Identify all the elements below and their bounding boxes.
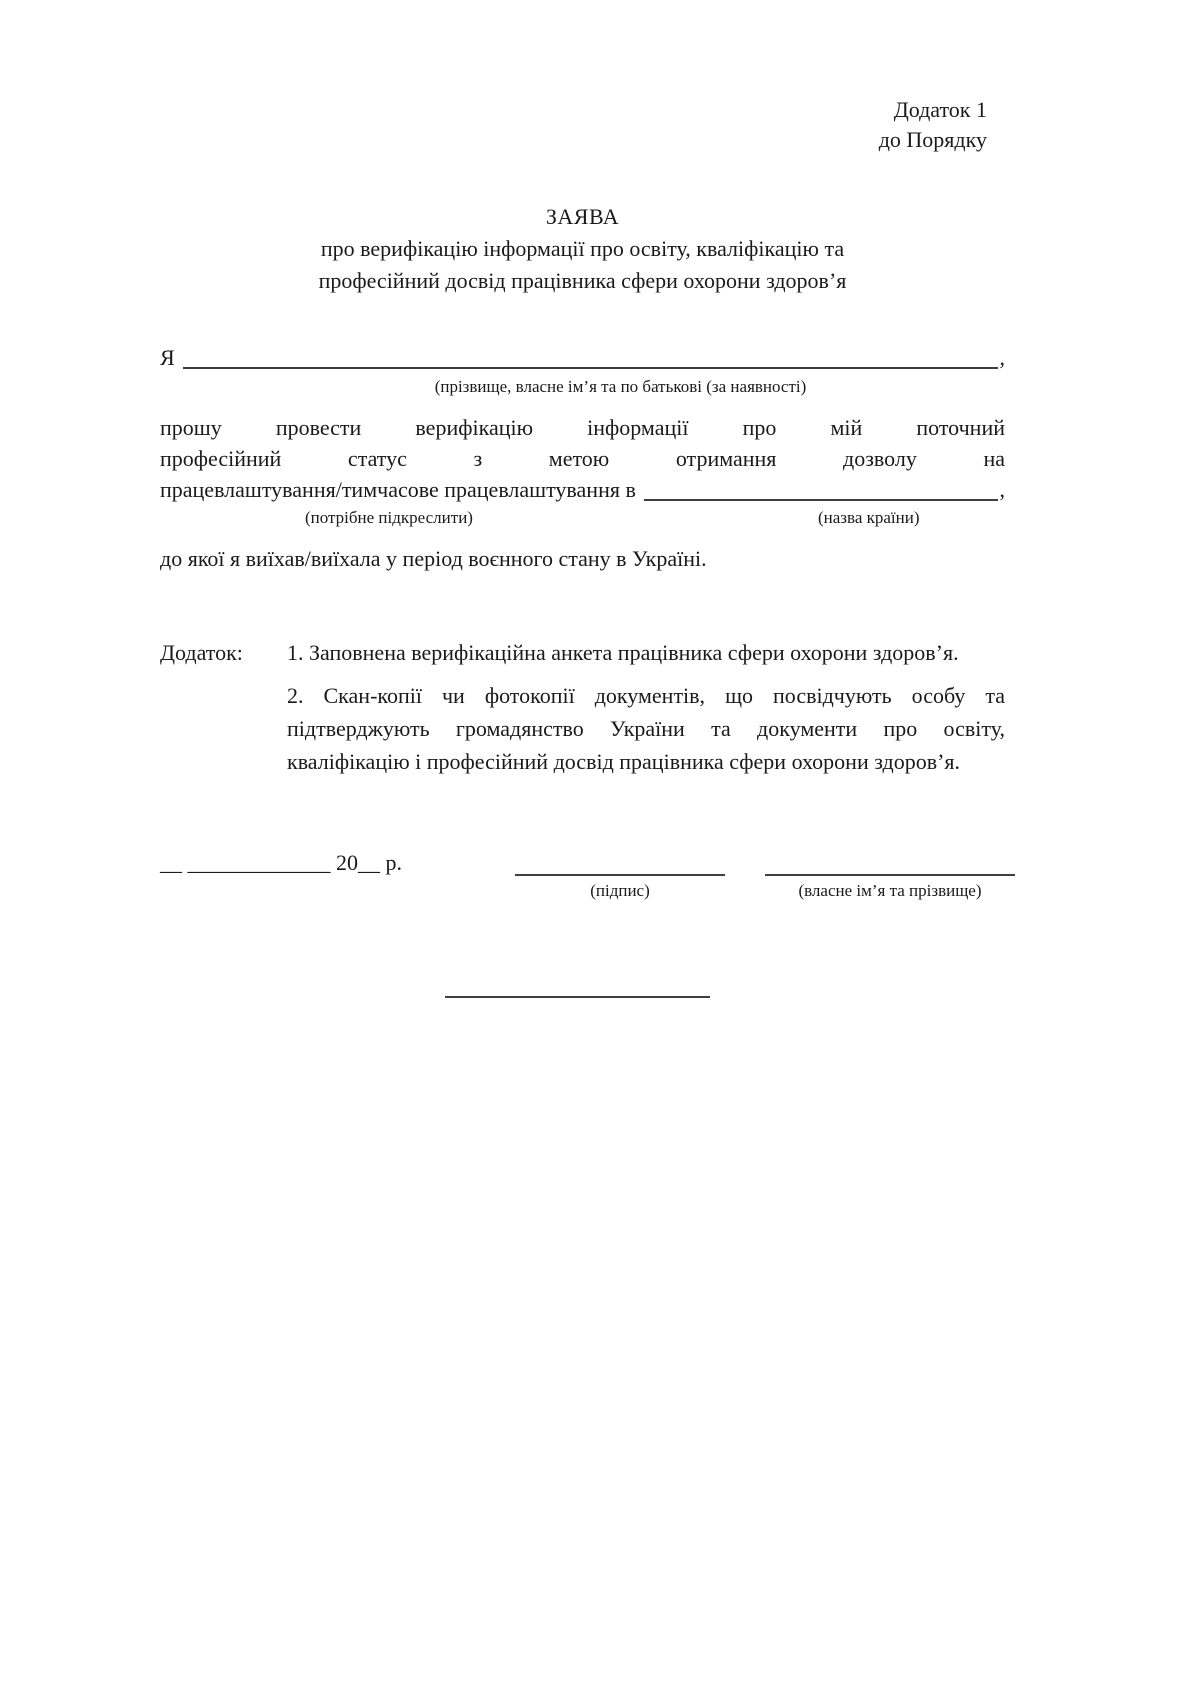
attachment-item-1: 1. Заповнена верифікаційна анкета працівника сфери охорони здоров’я. (287, 640, 959, 665)
inline-captions-row (160, 507, 1005, 533)
date-line[interactable]: __ _____________ 20__ р. (160, 850, 402, 875)
attachment-item-2: 2. Скан-копії чи фотокопії документів, що посвідчують особу та підтверджують громадянство України та документи про освіту, кваліфікацію і професійний досвід працівника сфери охорони здоров’я. (287, 683, 1005, 774)
full-name-caption: (прізвище, власне ім’я та по батькові (за наявності) (434, 377, 807, 396)
signature-cell (515, 850, 725, 902)
body-line-3 (160, 474, 1005, 505)
declarant-prefix: Я (160, 345, 175, 370)
title-subtitle-line-1: про верифікацію інформації про освіту, кваліфікацію та (320, 236, 845, 261)
full-name-blank-field[interactable] (183, 343, 998, 369)
body-line-1: прошу провести верифікацію інформації про мій поточний (160, 415, 1005, 440)
employment-clause-text: працевлаштування/тимчасове працевлаштування в (160, 477, 636, 502)
attachments-label: Додаток: (160, 640, 243, 665)
printed-name-caption: (власне ім’я та прізвище) (798, 881, 982, 900)
title-heading: ЗАЯВА (545, 204, 620, 229)
declarant-trailing-comma: , (999, 345, 1005, 370)
body-line-4: до якої я виїхав/виїхала у період воєнного стану в Україні. (160, 546, 707, 571)
annex-line-2: до Порядку (878, 127, 987, 152)
underline-needed-caption: (потрібне підкреслити) (305, 508, 473, 527)
attachments-section (160, 636, 1005, 778)
country-blank-field[interactable] (644, 474, 998, 501)
signature-blank-field[interactable] (515, 850, 725, 876)
declarant-name-row (160, 343, 1005, 373)
signature-section (160, 850, 1005, 902)
body-line-2: професійний статус з метою отримання дозволу на (160, 446, 1005, 471)
annex-reference (160, 95, 1005, 155)
country-trailing-comma: , (999, 477, 1005, 502)
document-title (160, 201, 1005, 297)
attachments-list (287, 636, 1005, 778)
signature-caption: (підпис) (590, 881, 650, 900)
country-name-caption: (назва країни) (818, 508, 920, 527)
annex-line-1: Додаток 1 (893, 97, 987, 122)
printed-name-blank-field[interactable] (765, 850, 1015, 876)
extra-blank-line-field[interactable] (445, 972, 710, 998)
title-subtitle-line-2: професійний досвід працівника сфери охорони здоров’я (318, 268, 847, 293)
full-name-cell (765, 850, 1015, 902)
